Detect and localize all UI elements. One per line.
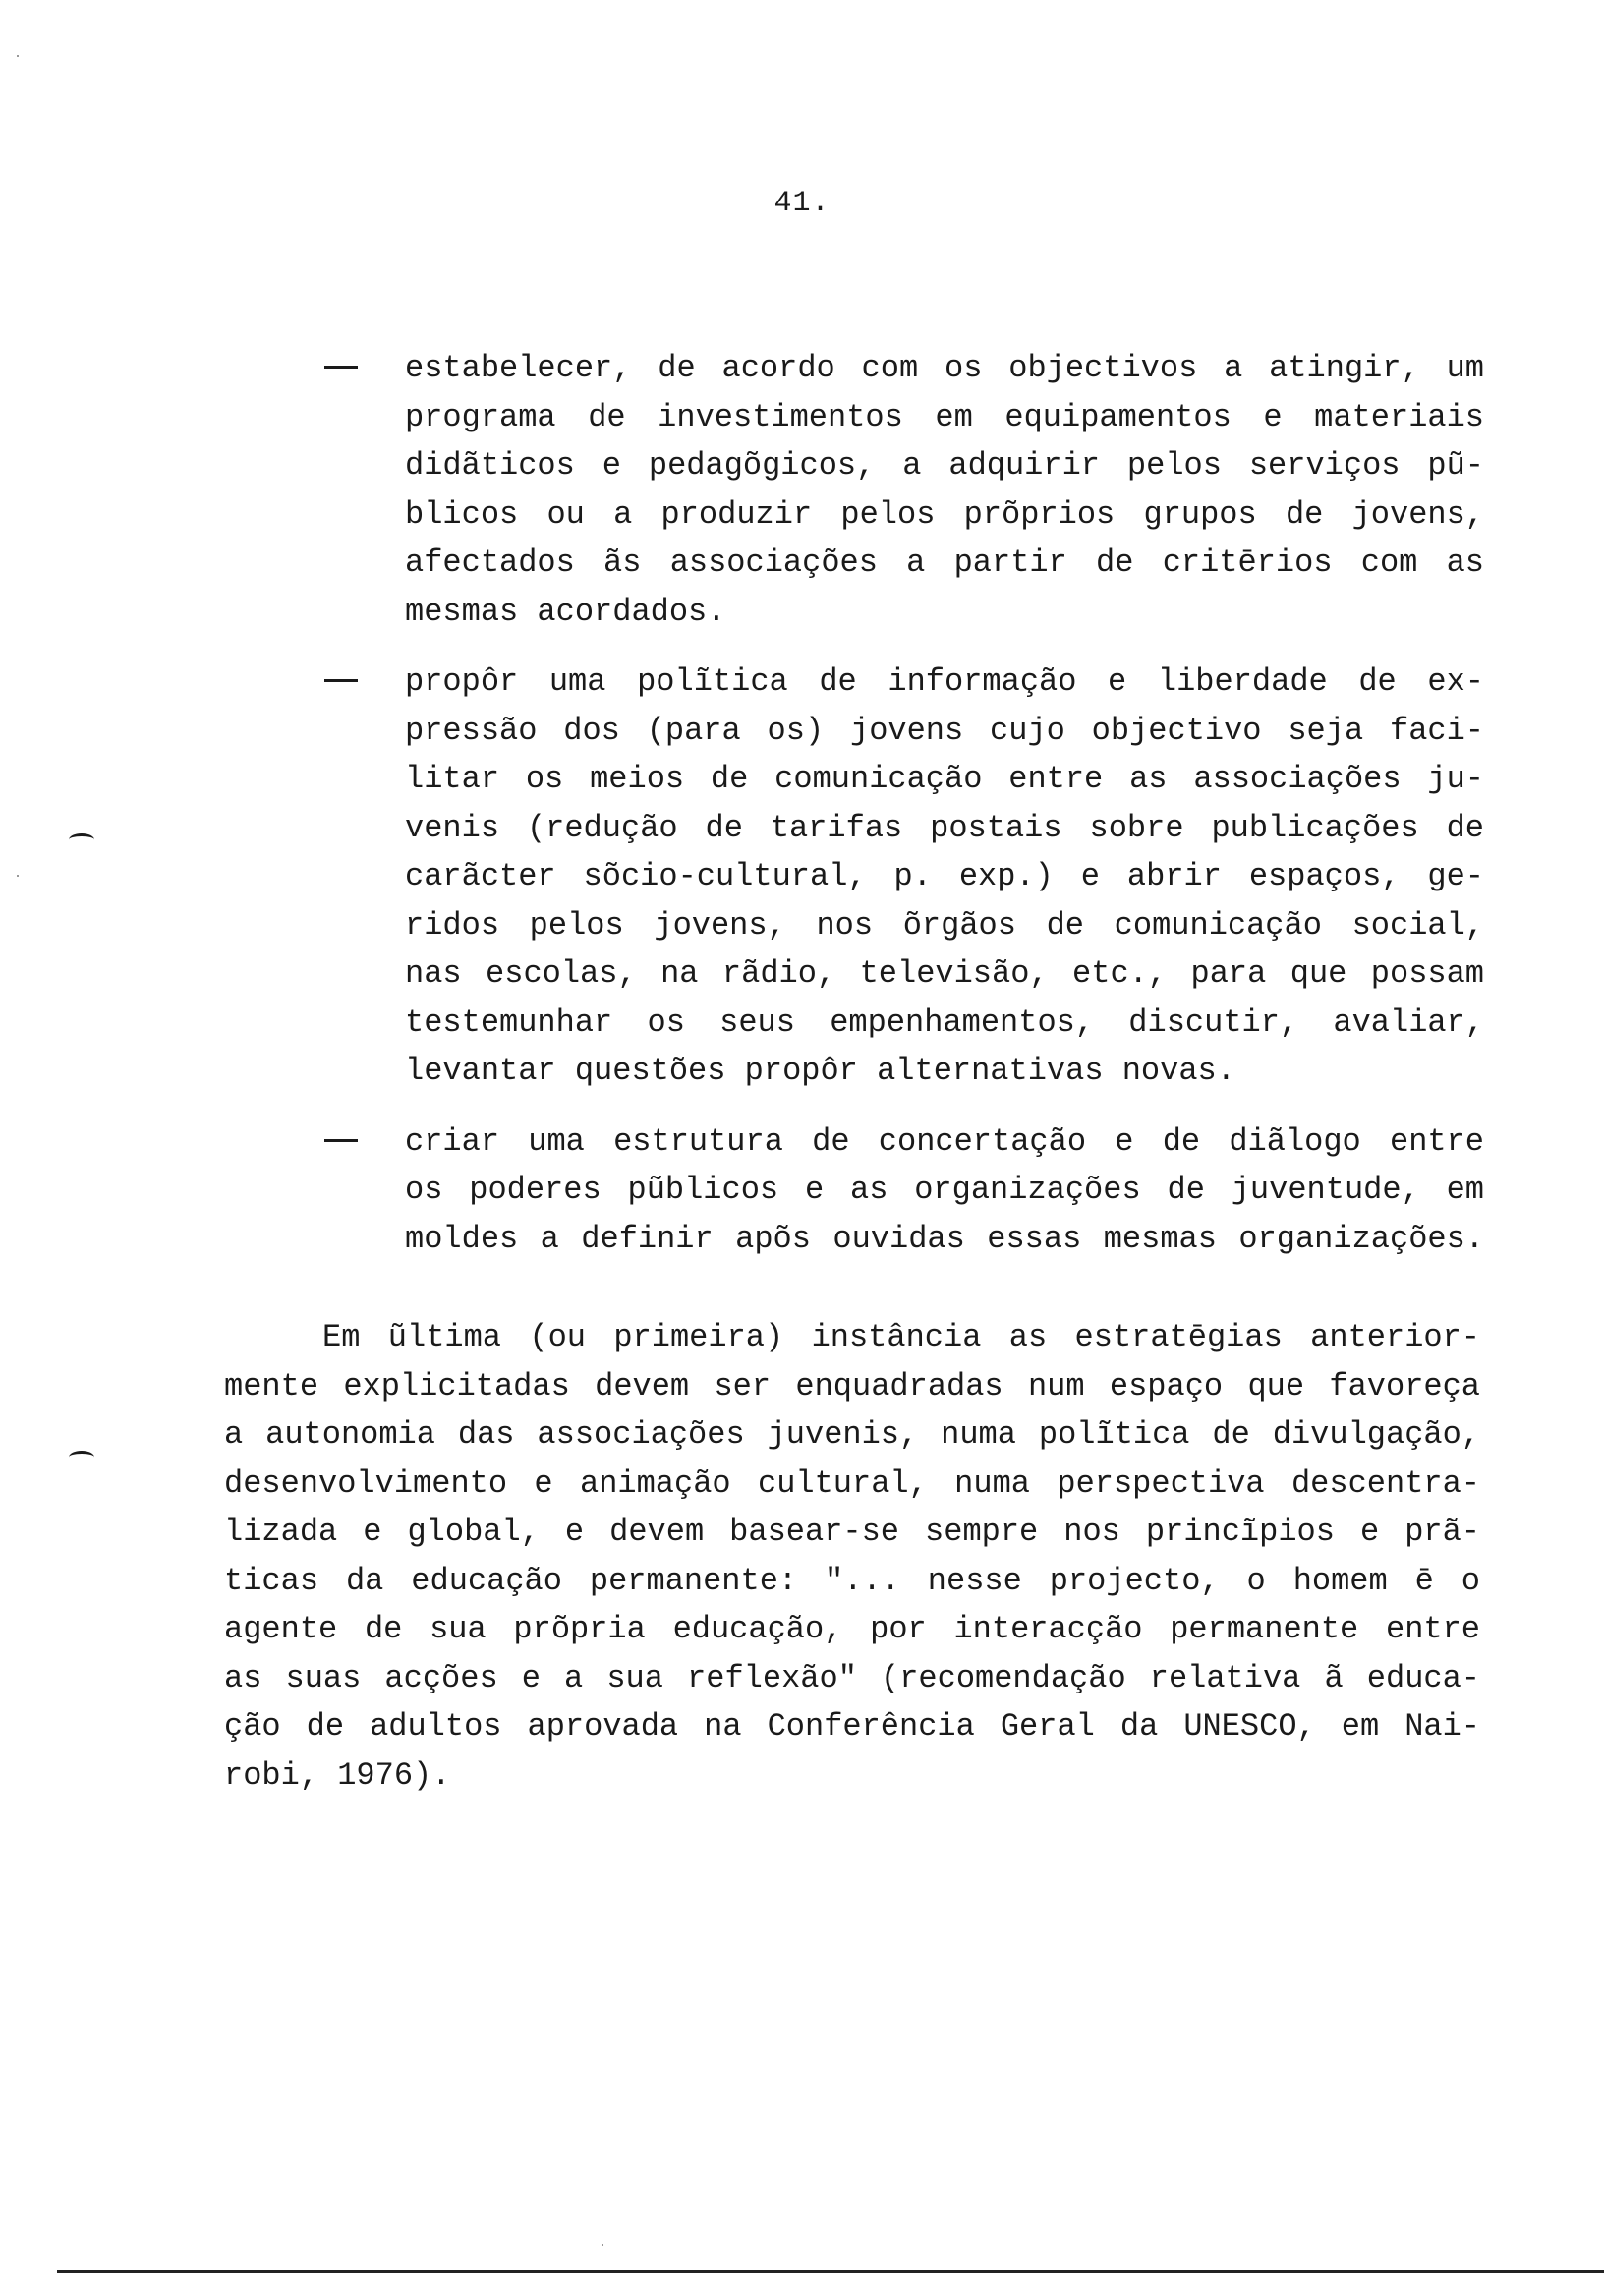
margin-mark (69, 833, 94, 846)
page-number: 41. (773, 187, 831, 220)
text-line: desenvolvimento e animação cultural, numa perspectiva descentra- (224, 1464, 1480, 1502)
scan-speck (602, 2244, 603, 2246)
text-line: litar os meios de comunicação entre as associações ju- (405, 761, 1484, 797)
text-line: carãcter sõcio-cultural, p. exp.) e abrir espaços, ge- (405, 858, 1484, 894)
text-line: robi, 1976). (224, 1756, 451, 1794)
text-line: agente de sua prõpria educação, por interacção permanente entre (224, 1611, 1480, 1647)
text-line: criar uma estrutura de concertação e de diãlogo entre (405, 1122, 1484, 1160)
text-line: afectados ãs associações a partir de critērios com as (405, 545, 1484, 581)
bullet-item (324, 1118, 1484, 1264)
text-line: moldes a definir apõs ouvidas essas mesmas organizações. (405, 1220, 1484, 1257)
scan-speck (17, 875, 19, 877)
text-line: nas escolas, na rãdio, televisão, etc., para que possam (405, 955, 1484, 992)
text-line: estabelecer, de acordo com os objectivos a atingir, um (405, 350, 1484, 386)
dash-marker (324, 366, 358, 369)
scan-speck (17, 55, 19, 57)
text-line: programa de investimentos em equipamentos e materiais (405, 398, 1484, 435)
text-line: pressão dos (para os) jovens cujo objectivo seja faci- (405, 712, 1484, 749)
dash-marker (324, 1139, 358, 1142)
text-line: ridos pelos jovens, nos õrgãos de comunicação social, (405, 906, 1484, 944)
bullet-list (324, 344, 1484, 1285)
bullet-item (324, 344, 1484, 636)
bullet-item (324, 658, 1484, 1096)
text-line: venis (redução de tarifas postais sobre publicações de (405, 809, 1484, 846)
bullet-text (405, 658, 1484, 1096)
text-line: ção de adultos aprovada na Conferência Geral da UNESCO, em Nai- (224, 1708, 1480, 1745)
dash-marker (324, 679, 358, 682)
text-line: lizada e global, e devem basear-se sempre nos princĩpios e prã- (224, 1514, 1480, 1550)
bullet-text (405, 344, 1484, 636)
margin-mark (69, 1451, 94, 1464)
text-line: a autonomia das associações juvenis, numa polĩtica de divulgação, (224, 1416, 1480, 1453)
text-line: testemunhar os seus empenhamentos, discutir, avaliar, (405, 1004, 1484, 1041)
footer-rule (57, 2270, 1604, 2273)
text-line: as suas acções e a sua reflexão" (recomendação relativa ã educa- (224, 1659, 1480, 1696)
text-line: didãticos e pedagõgicos, a adquirir pelos serviços pũ- (405, 447, 1484, 484)
text-line: levantar questões propôr alternativas novas. (405, 1053, 1235, 1089)
bullet-text (405, 1118, 1484, 1264)
text-line: os poderes pũblicos e as organizações de juventude, em (405, 1172, 1484, 1208)
text-line: mente explicitadas devem ser enquadradas num espaço que favoreça (224, 1367, 1480, 1405)
text-line: ticas da educação permanente: "... nesse projecto, o homem ē o (224, 1562, 1480, 1599)
text-line: propôr uma polĩtica de informação e liberdade de ex- (405, 663, 1484, 700)
text-line: blicos ou a produzir pelos prõprios grupos de jovens, (405, 495, 1484, 533)
body-paragraph (224, 1313, 1480, 1800)
text-line: Em ũltima (ou primeira) instância as estratēgias anterior- (322, 1319, 1480, 1355)
text-line: mesmas acordados. (405, 593, 726, 630)
